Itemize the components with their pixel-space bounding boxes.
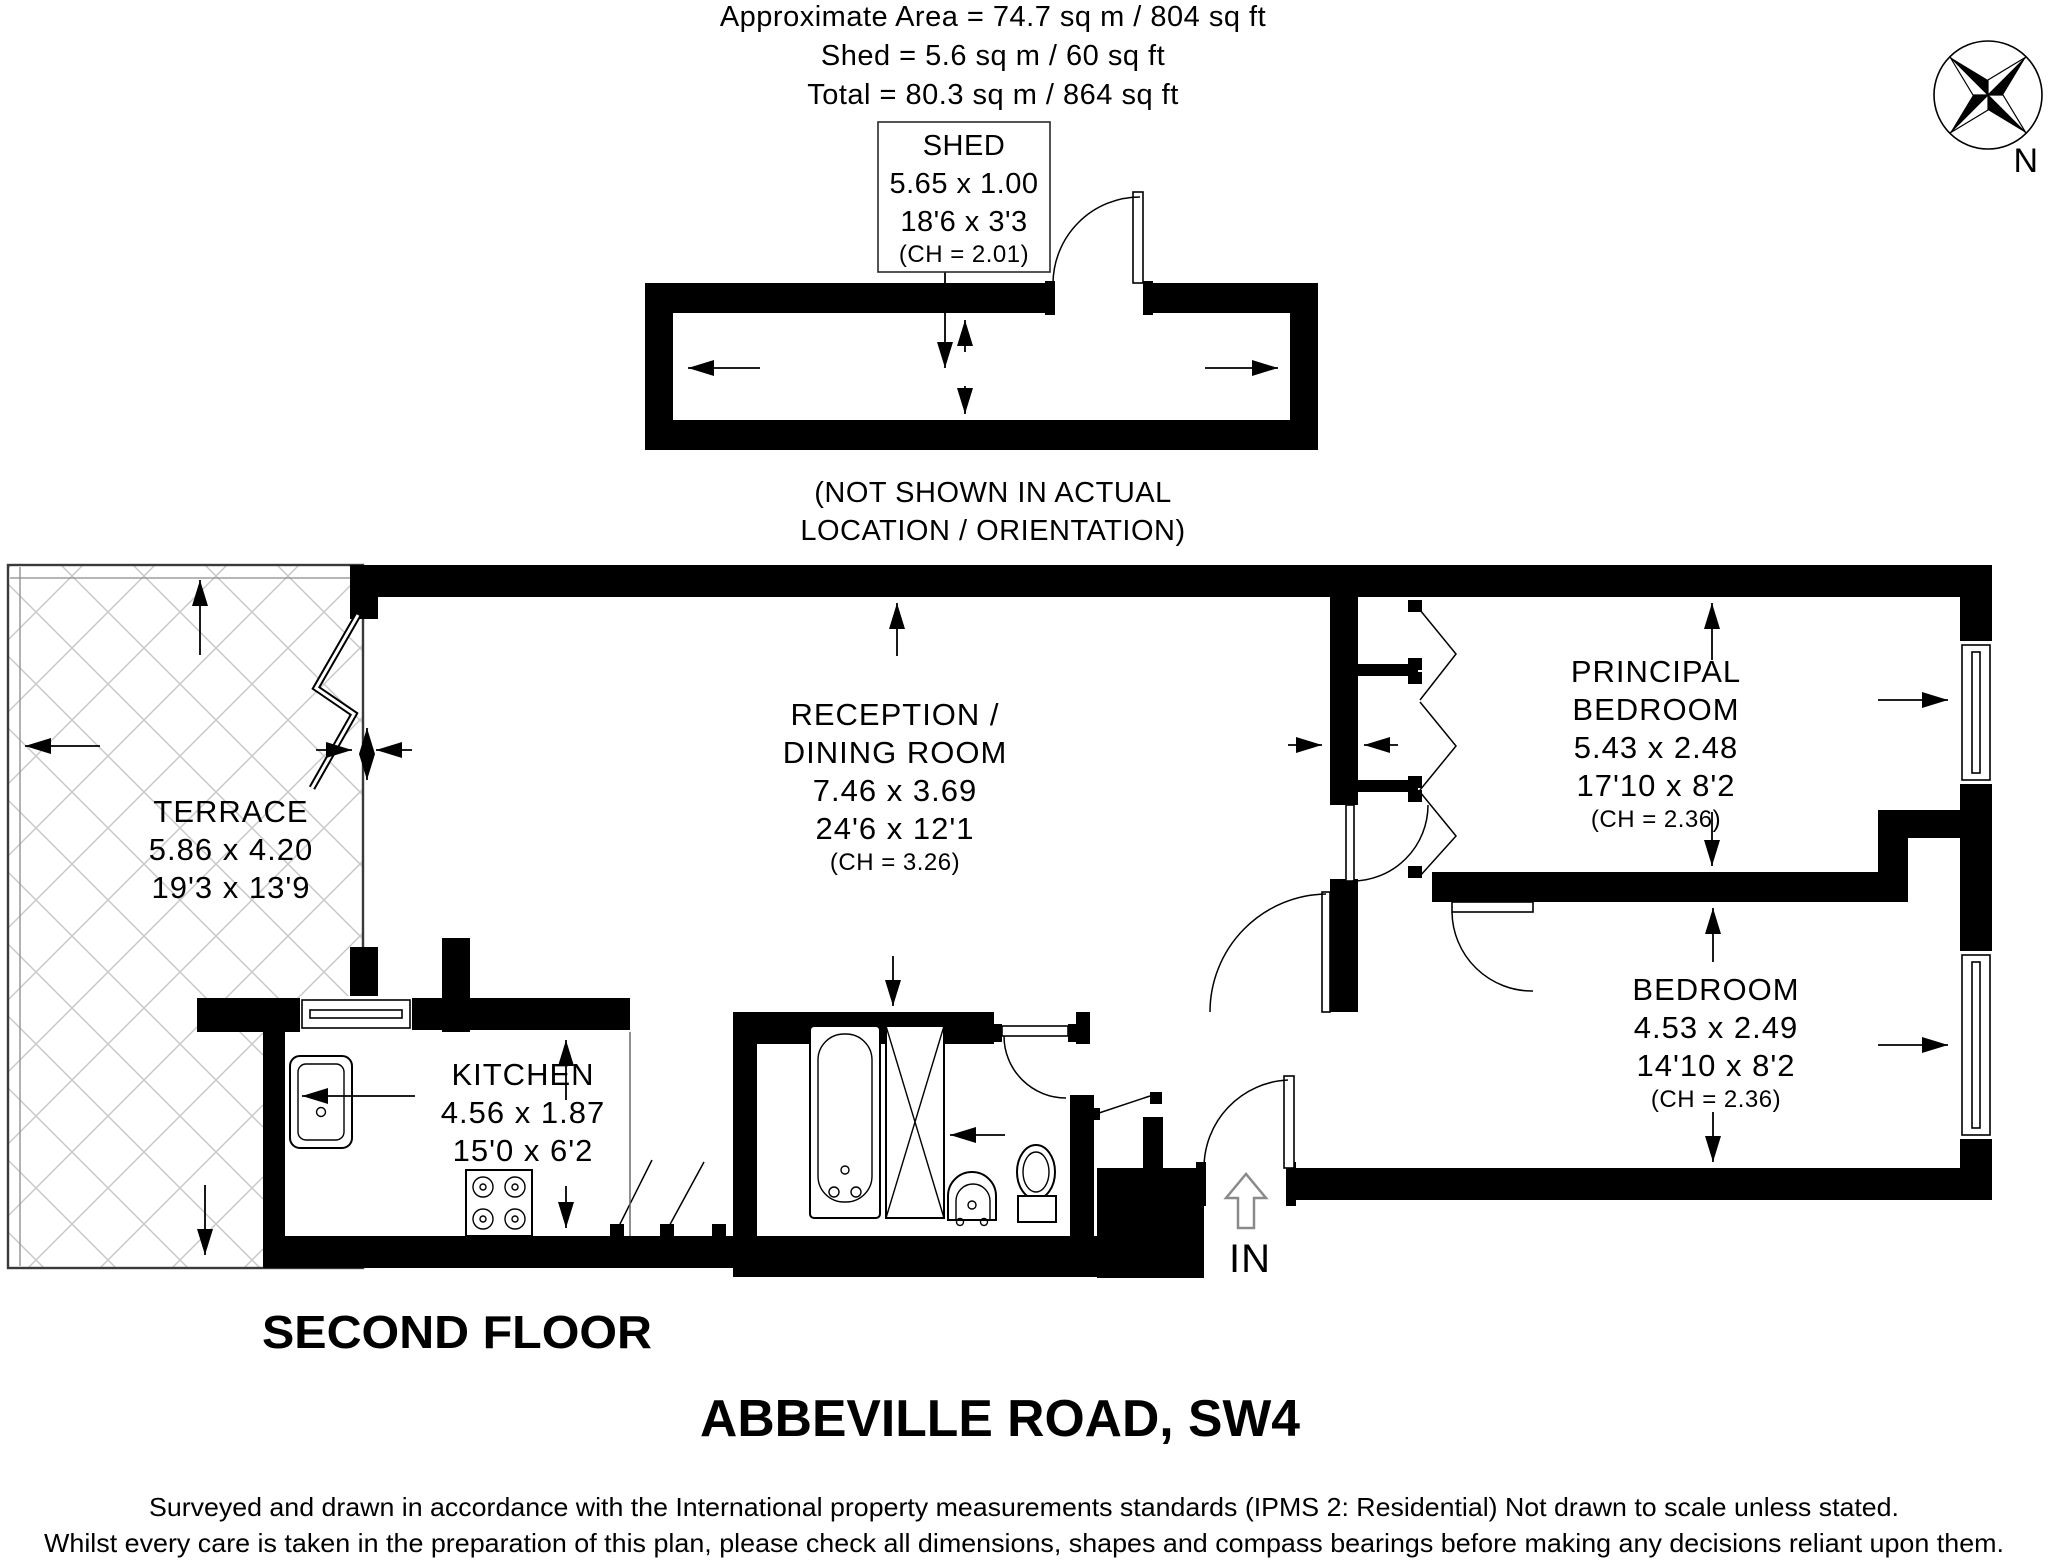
principal-ceiling-height: (CH = 2.36) bbox=[1590, 806, 1722, 833]
toilet bbox=[1017, 1145, 1056, 1222]
terrace-name: TERRACE bbox=[153, 794, 309, 829]
shed-area-text: Shed = 5.6 sq m / 60 sq ft bbox=[820, 40, 1166, 72]
disclaimer-line2: Whilst every care is taken in the preparation of this plan, please check all dimensions, shapes and compass bearings before making any decisions reliant upon them. bbox=[44, 1528, 2004, 1558]
reception-ceiling-height: (CH = 3.26) bbox=[829, 849, 961, 876]
kitchen-sink bbox=[290, 1056, 352, 1148]
floor-label: SECOND FLOOR bbox=[262, 1306, 652, 1358]
kitchen-dims-m: 4.56 x 1.87 bbox=[440, 1095, 606, 1130]
bedroom-window bbox=[1958, 951, 1994, 1139]
shed-name: SHED bbox=[922, 130, 1006, 162]
basin bbox=[948, 1172, 996, 1226]
bathroom-door-leaf bbox=[1002, 1026, 1068, 1036]
terrace-label bbox=[149, 794, 313, 905]
kitchen-name: KITCHEN bbox=[451, 1057, 595, 1092]
bedroom-dims-ft: 14'10 x 8'2 bbox=[1636, 1048, 1796, 1083]
reception-door-leaf bbox=[1322, 892, 1330, 1012]
shed-door-arc bbox=[1053, 197, 1140, 284]
shed-note-line2: LOCATION / ORIENTATION) bbox=[800, 515, 1186, 547]
reception-door-arc bbox=[1210, 894, 1326, 1012]
reception-name1: RECEPTION / bbox=[790, 697, 1000, 732]
airing-cupboard bbox=[886, 1026, 944, 1218]
bedroom-door-arc bbox=[1452, 912, 1533, 991]
principal-bedroom-label bbox=[1571, 654, 1741, 833]
bathroom-door-arc bbox=[1004, 1036, 1066, 1098]
reception-label bbox=[783, 697, 1008, 876]
bedroom-label bbox=[1632, 972, 1799, 1113]
principal-name1: PRINCIPAL bbox=[1570, 654, 1742, 689]
reception-dims-ft: 24'6 x 12'1 bbox=[815, 811, 975, 846]
total-area-text: Total = 80.3 sq m / 864 sq ft bbox=[807, 79, 1179, 111]
hall-cupboard-door bbox=[1088, 1092, 1162, 1120]
entrance-label: IN bbox=[1229, 1237, 1271, 1281]
disclaimer-line1: Surveyed and drawn in accordance with the International property measurements standards (IPMS 2: Residential) Not drawn to scale unless stated. bbox=[149, 1492, 1899, 1522]
entrance-in-arrow-icon bbox=[1226, 1174, 1266, 1228]
bathroom-fixtures bbox=[810, 1026, 1056, 1226]
terrace-dims-m: 5.86 x 4.20 bbox=[148, 832, 314, 867]
shed-dims-ft: 18'6 x 3'3 bbox=[900, 206, 1028, 238]
principal-dims-m: 5.43 x 2.48 bbox=[1573, 730, 1739, 765]
bedroom-dims-m: 4.53 x 2.49 bbox=[1633, 1010, 1799, 1045]
kitchen-label bbox=[441, 1057, 605, 1168]
bedroom-name: BEDROOM bbox=[1632, 972, 1800, 1007]
area-summary bbox=[720, 1, 1266, 111]
principal-name2: BEDROOM bbox=[1572, 692, 1740, 727]
terrace-dims-ft: 19'3 x 13'9 bbox=[151, 870, 311, 905]
reception-dims-m: 7.46 x 3.69 bbox=[812, 773, 978, 808]
principal-dims-ft: 17'10 x 8'2 bbox=[1576, 768, 1736, 803]
shed-door-leaf bbox=[1133, 192, 1143, 283]
entrance-door-leaf bbox=[1284, 1076, 1294, 1168]
compass-icon bbox=[1934, 41, 2042, 180]
shed-ceiling-height: (CH = 2.01) bbox=[898, 241, 1030, 268]
kitchen-window bbox=[300, 996, 412, 1034]
main-plan bbox=[8, 565, 1994, 1281]
bedroom-door-leaf bbox=[1452, 902, 1533, 912]
closet-doors bbox=[1420, 610, 1456, 876]
principal-bedroom-window bbox=[1958, 641, 1994, 784]
kitchen-dims-ft: 15'0 x 6'2 bbox=[452, 1133, 594, 1168]
entrance-door-arc bbox=[1204, 1080, 1288, 1168]
shed-dims-m: 5.65 x 1.00 bbox=[889, 168, 1039, 200]
hall-door-leaf bbox=[1346, 805, 1354, 881]
approximate-area-text: Approximate Area = 74.7 sq m / 804 sq ft bbox=[719, 1, 1267, 33]
reception-name2: DINING ROOM bbox=[782, 735, 1008, 770]
shed-note bbox=[800, 477, 1185, 547]
shed-note-line1: (NOT SHOWN IN ACTUAL bbox=[814, 477, 1172, 509]
stove bbox=[466, 1170, 532, 1236]
bathtub bbox=[810, 1026, 880, 1218]
compass-north-label: N bbox=[2013, 142, 2039, 180]
page-title: ABBEVILLE ROAD, SW4 bbox=[700, 1390, 1301, 1448]
shed-plan bbox=[645, 122, 1318, 450]
bedroom-ceiling-height: (CH = 2.36) bbox=[1650, 1086, 1782, 1113]
